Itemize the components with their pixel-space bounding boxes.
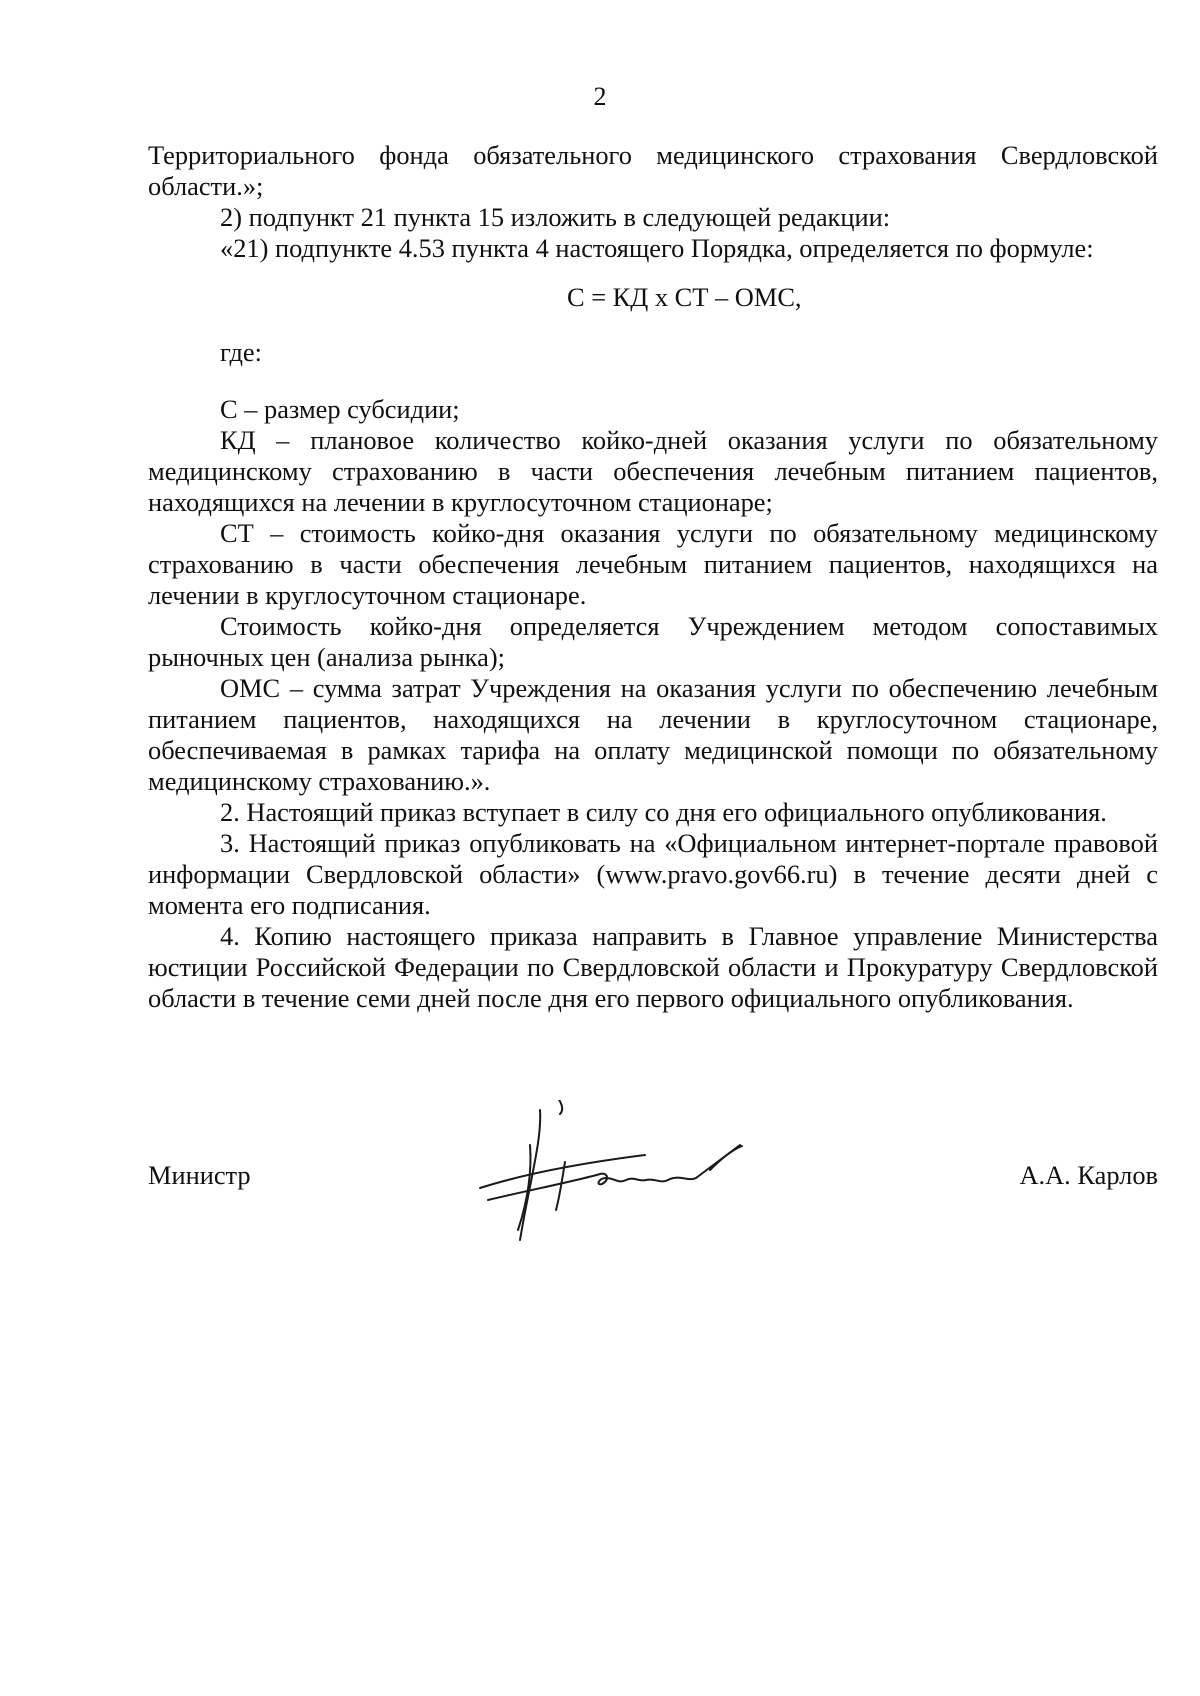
paragraph-subitem-21: «21) подпункте 4.53 пункта 4 настоящего Порядка, определяется по формуле: [220,233,1094,263]
handwritten-signature [470,1100,770,1260]
paragraph-item-2: 2. Настоящий приказ вступает в силу со дня его официального опубликования. [220,797,1107,827]
signatory-name: А.А. Карлов [1019,1160,1158,1190]
paragraph-bed-day-cost: Стоимость койко-дня определяется Учреждением методом сопоставимых рыночных цен (анализа рынка); [148,611,1158,672]
definition-kd: КД – плановое количество койко-дней оказания услуги по обязательному медицинскому страхованию в части обеспечения лечебным питанием пациентов, находящихся на лечении в круглосуточном стационаре; [148,425,1158,517]
paragraph-item-3: 3. Настоящий приказ опубликовать на «Официальном интернет-портале правовой информации Свердловской области» (www.pravo.gov66.ru) в течение десяти дней с момента его подписания. [148,828,1158,920]
paragraph-where: где: [220,337,262,367]
signatory-position: Министр [148,1160,251,1190]
page-number: 2 [593,82,607,111]
paragraph-item-4: 4. Копию настоящего приказа направить в Главное управление Министерства юстиции Российской Федерации по Свердловской области и Прокуратуру Свердловской области в течение семи дней после дня его первого официального опубликования. [148,921,1158,1013]
signature-block [148,1100,1158,1260]
definition-oms: ОМС – сумма затрат Учреждения на оказания услуги по обеспечению лечебным питанием пациентов, находящихся на лечении в круглосуточном стационаре, обеспечиваемая в рамках тарифа на оплату медицинской помощи по обязательному медицинскому страхованию.». [148,673,1158,796]
formula: С = КД х СТ – ОМС, [567,282,802,312]
definition-c: С – размер субсидии; [220,394,460,424]
definition-st: СТ – стоимость койко-дня оказания услуги по обязательному медицинскому страхованию в части обеспечения лечебным питанием пациентов, находящихся на лечении в круглосуточном стационаре. [148,518,1158,610]
spacer [148,368,1158,394]
document-body [148,140,1158,1014]
paragraph-subitem-2: 2) подпункт 21 пункта 15 изложить в следующей редакции: [220,202,891,232]
paragraph-continuation: Территориального фонда обязательного медицинского страхования Свердловской области.»; [148,140,1158,201]
